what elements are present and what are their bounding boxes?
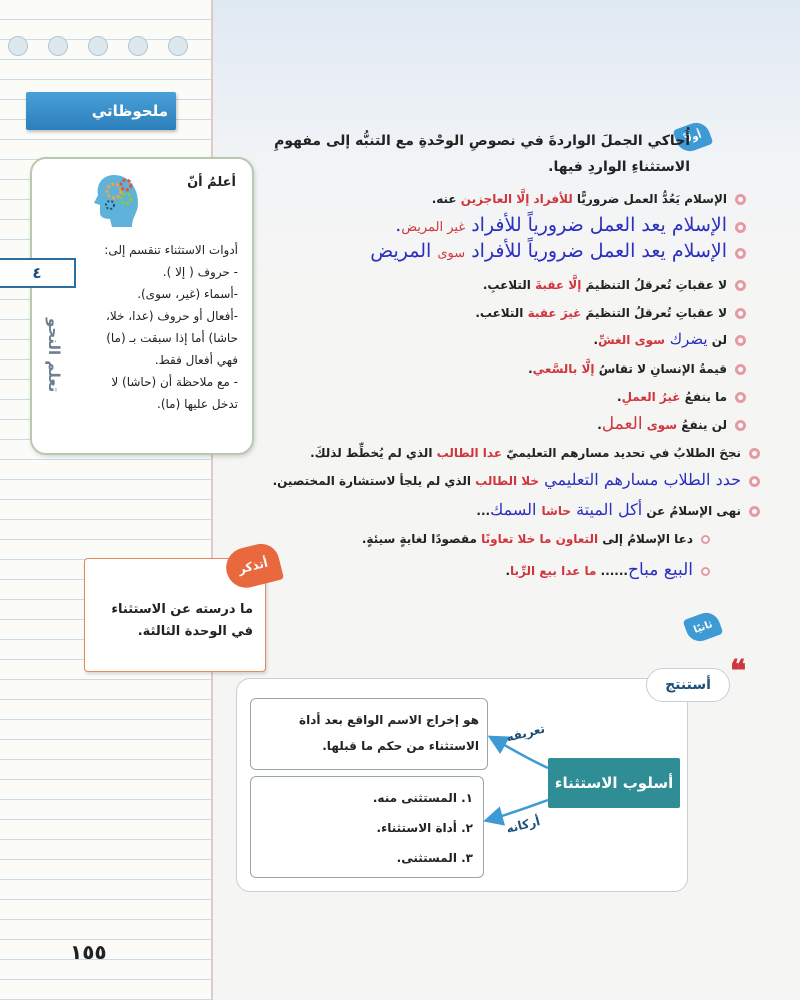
know-line: - مع ملاحظة أن (حاشا) لا — [111, 375, 238, 389]
activity-intro: أُحاكي الجملَ الواردةَ في نصوصِ الوحْدةِ مع التنبُّه إلى مفهومِ الاستثناءِ الواردِ فيها. — [274, 133, 690, 175]
activity-badge-second: ثانيًا — [683, 609, 724, 645]
example-line: لا عقباتِ تُعرقلُ التنظيمَ إلَّا عقبةَ التلاعبِ. — [483, 278, 746, 292]
example-line: دعا الإسلامُ إلى التعاون ما خلا تعاونًا مقصودًا لغايةٍ سيئةٍ. — [362, 532, 710, 546]
arrow-icon — [492, 738, 548, 768]
part-item: ٣. المستثنى. — [396, 851, 473, 865]
example-line: حدد الطلاب مسارهم التعليمي خلا الطالب الذي لم يلجأ لاستشارة المختصين. — [273, 470, 760, 489]
unit-number-label: ٤ — [32, 264, 42, 282]
know-line: تدخل عليها (ما). — [157, 397, 238, 411]
know-line: حاشا) أما إذا سبقت بـ (ما) — [106, 331, 238, 345]
know-line: أدوات الاستثناء تنقسم إلى: — [104, 243, 238, 257]
definition-label: تعريفه — [504, 721, 547, 745]
example-line: لن ينفعُ سوى العمل. — [597, 414, 746, 434]
example-line: نهى الإسلامُ عن أكل الميتة حاشا السمك... — [476, 500, 760, 519]
example-line: الإسلام يعد العمل ضرورياً للأفراد سوى المريض — [370, 240, 746, 262]
know-line: -أسماء (غير، سوى). — [137, 287, 238, 301]
page-number: ١٥٥ — [70, 940, 107, 964]
conclude-title: أستنتج — [646, 668, 730, 702]
part-item: ٢. أداة الاستثناء. — [376, 821, 473, 835]
example-line: الإسلام يَعُدُّ العمل ضروريًّا للأفراد إلَّا العاجزين عنه. — [432, 192, 746, 206]
example-line: قيمةُ الإنسانِ لا تقاسُ إلَّا بالسَّعي. — [528, 362, 746, 376]
definition-box: هو إخراج الاسم الواقع بعد أداة الاستثناء من حكم ما قبلها. — [250, 698, 488, 770]
example-line: لا عقباتِ تُعرقلُ التنظيمَ غيرَ عقبة التلاعب. — [475, 306, 746, 320]
activity-badge-first: أولاً — [673, 119, 714, 155]
know-line: فهي أفعال فقط. — [154, 353, 238, 367]
exception-style-box: أسلوب الاستثناء — [548, 758, 680, 808]
remember-text: ما درسته عن الاستثناء في الوحدة الثالثة. — [111, 602, 253, 639]
quote-open-icon: ❝ — [730, 654, 747, 689]
part-item: ١. المستثنى منه. — [372, 791, 473, 805]
notes-tab-label: ملحوظاتي — [91, 102, 168, 120]
know-card-title: أعلمُ أنّ — [187, 175, 236, 190]
know-line: -أفعال أو حروف (عدا، خلا، — [105, 309, 238, 323]
example-line: الإسلام يعد العمل ضرورياً للأفراد غير المريض. — [395, 214, 746, 236]
unit-name: تعلم النحو — [45, 317, 63, 393]
example-line: نجحَ الطلابُ في تحديد مسارهم التعليميّ عدا الطالب الذي لم يُخطِّط لذلكَ. — [310, 446, 760, 460]
remember-badge: أتذكر — [222, 540, 284, 592]
example-line: ما ينفعُ غيرُ العملِ. — [617, 390, 746, 404]
example-line: لن يضرك سوى الغشِّ. — [594, 330, 747, 348]
parts-label: أركانه — [504, 814, 542, 836]
know-line: - حروف ( إلا ). — [162, 265, 238, 279]
example-line: البيع مباح...... ما عدا بيع الرِّبا. — [505, 560, 710, 580]
